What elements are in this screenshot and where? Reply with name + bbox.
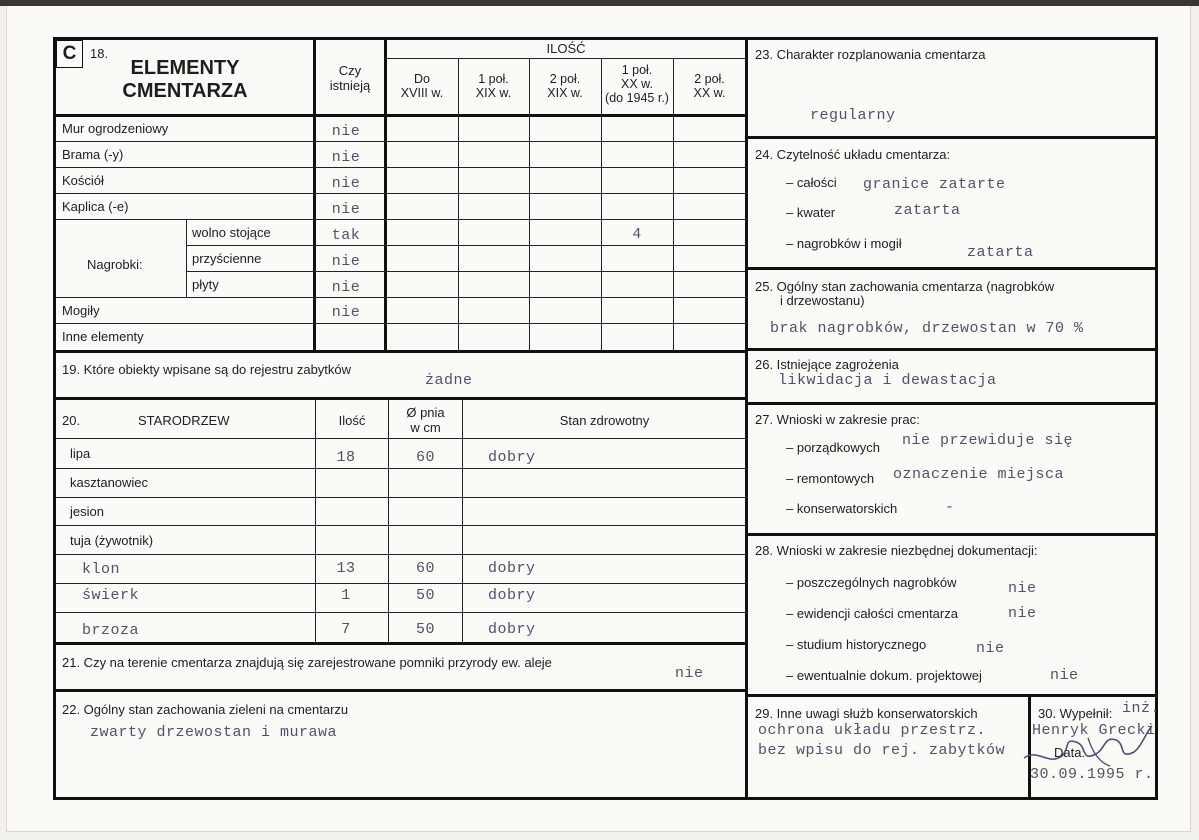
section-21-label: 21. Czy na terenie cmentarza znajdują się zarejestrowane pomniki przyrody ew. aleje (62, 655, 552, 670)
tree-name-lipa: lipa (70, 446, 91, 461)
tree-name-kasztanowiec: kasztanowiec (70, 475, 149, 490)
tree-trunk-swierk: 50 (415, 587, 435, 604)
tree-health-lipa: dobry (488, 449, 536, 466)
row-label-inne: Inne elementy (62, 329, 144, 344)
section-24-item-nagrobkow: – nagrobków i mogił (786, 236, 902, 251)
section-21-value: nie (675, 665, 704, 682)
section-27-label: 27. Wnioski w zakresie prac: (755, 412, 920, 427)
tree-count-lipa: 18 (336, 449, 356, 466)
row-value-kaplica: nie (331, 201, 361, 218)
section-24-item-kwater: – kwater (786, 205, 836, 220)
row-value-brama: nie (331, 149, 361, 166)
section-26-value: likwidacja i dewastacja (778, 372, 997, 389)
section-24-value-nagrobkow: zatarta (967, 244, 1034, 261)
section-27-value-remontowych: oznaczenie miejsca (893, 466, 1065, 483)
section-28-value-ewidencji: nie (1008, 605, 1037, 622)
tree-name-tuja: tuja (żywotnik) (70, 533, 154, 548)
tree-name-swierk: świerk (82, 587, 140, 604)
section-27-value-konserwatorskich: - (945, 499, 955, 516)
tree-name-brzoza: brzoza (82, 622, 140, 639)
row-label-mur: Mur ogrodzeniowy (62, 121, 169, 136)
section-19-value: żadne (425, 372, 473, 389)
section-30-label: 30. Wypełnił: (1038, 706, 1113, 721)
row-value-wolno-stojace: tak (331, 227, 361, 244)
section-22-value: zwarty drzewostan i murawa (90, 724, 338, 741)
row-label-wolno-stojace: wolno stojące (192, 225, 271, 240)
col-header-1pol-xix: 1 poł. XIX w. (475, 72, 512, 100)
row-label-plyty: płyty (192, 277, 219, 292)
row-label-mogily: Mogiły (62, 303, 100, 318)
col-header-2pol-xix: 2 poł. XIX w. (547, 72, 583, 100)
section-30-date-label: Data: (1054, 745, 1086, 760)
row-value-mogily: nie (331, 304, 361, 321)
row-count-wolno-stojace: 4 (632, 226, 642, 243)
section-24-label: 24. Czytelność układu cmentarza: (755, 147, 951, 162)
section-29-label: 29. Inne uwagi służb konserwatorskich (755, 706, 978, 721)
section-29-line2: bez wpisu do rej. zabytków (758, 742, 1006, 759)
section-25-label-line1: 25. Ogólny stan zachowania cmentarza (nagrobków (755, 279, 1055, 294)
section-28-item-nagrobkow: – poszczególnych nagrobków (786, 575, 957, 590)
section-30-name: Henryk Grecki (1032, 722, 1156, 739)
section-27-item-remontowych: – remontowych (786, 471, 875, 486)
section-28-value-nagrobkow: nie (1008, 580, 1037, 597)
tree-trunk-lipa: 60 (415, 449, 435, 466)
section-28-item-ewidencji: – ewidencji całości cmentarza (786, 606, 958, 621)
section-18-number: 18. (90, 46, 109, 61)
col-header-do-xviii: Do XVIII w. (400, 72, 444, 100)
section-27-value-porzadkowych: nie przewiduje się (902, 432, 1074, 449)
tree-health-klon: dobry (488, 560, 536, 577)
section-25-label-line2: i drzewostanu) (780, 293, 865, 308)
row-label-brama: Brama (-y) (62, 147, 124, 162)
section-28-value-projektowej: nie (1050, 667, 1079, 684)
col-header-stan: Stan zdrowotny (559, 413, 650, 428)
row-label-kosciol: Kościół (62, 173, 104, 188)
col-header-pien: Ø pnia w cm (406, 405, 445, 435)
row-label-nagrobki: Nagrobki: (87, 257, 143, 272)
row-label-kaplica: Kaplica (-e) (62, 199, 129, 214)
section-22-label: 22. Ogólny stan zachowania zieleni na cmentarzu (62, 702, 349, 717)
section-25-value: brak nagrobków, drzewostan w 70 % (770, 320, 1084, 337)
row-value-mur: nie (331, 123, 361, 140)
tree-health-swierk: dobry (488, 587, 536, 604)
section-18-title-line2: CMENTARZA (122, 80, 248, 102)
section-24-value-calosci: granice zatarte (863, 176, 1006, 193)
section-20-number: 20. (62, 413, 81, 428)
tree-count-brzoza: 7 (341, 621, 351, 638)
tree-name-jesion: jesion (70, 504, 104, 519)
row-value-plyty: nie (331, 279, 361, 296)
section-24-item-calosci: – całości (786, 175, 837, 190)
tree-count-klon: 13 (336, 560, 356, 577)
tree-health-brzoza: dobry (488, 621, 536, 638)
section-28-label: 28. Wnioski w zakresie niezbędnej dokumentacji: (755, 543, 1038, 558)
row-value-kosciol: nie (331, 175, 361, 192)
tree-trunk-brzoza: 50 (415, 621, 435, 638)
section-23-label: 23. Charakter rozplanowania cmentarza (755, 47, 986, 62)
col-header-1pol-xx: 1 poł. XX w. (do 1945 r.) (605, 63, 669, 105)
row-label-przyscienne: przyścienne (192, 251, 262, 266)
section-29-line1: ochrona układu przestrz. (758, 722, 987, 739)
section-28-item-studium: – studium historycznego (786, 637, 927, 652)
section-30-name-prefix: inż. (1122, 700, 1161, 717)
col-header-2pol-xx: 2 poł. XX w. (693, 72, 726, 100)
card-letter: C (62, 43, 77, 64)
col-header-czy-istnieja: Czy istnieją (329, 63, 371, 93)
tree-count-swierk: 1 (341, 587, 351, 604)
tree-trunk-klon: 60 (415, 560, 435, 577)
section-19-label: 19. Które obiekty wpisane są do rejestru zabytków (62, 362, 352, 377)
section-24-value-kwater: zatarta (894, 202, 961, 219)
section-27-item-konserwatorskich: – konserwatorskich (786, 501, 898, 516)
col-header-ilosc-drzew: Ilość (338, 413, 366, 428)
section-28-value-studium: nie (976, 640, 1005, 657)
row-value-przyscienne: nie (331, 253, 361, 270)
signature (1018, 718, 1158, 772)
section-20-title: STARODRZEW (138, 413, 230, 428)
section-26-label: 26. Istniejące zagrożenia (755, 357, 899, 372)
section-30-date: 30.09.1995 r. (1030, 766, 1154, 783)
col-header-ilosc: ILOŚĆ (546, 41, 586, 56)
section-18-title-line1: ELEMENTY (130, 57, 240, 79)
section-23-value: regularny (810, 107, 896, 124)
card-top-edge (0, 0, 1199, 6)
tree-name-klon: klon (82, 561, 121, 578)
section-28-item-projektowej: – ewentualnie dokum. projektowej (786, 668, 982, 683)
section-27-item-porzadkowych: – porządkowych (786, 440, 880, 455)
